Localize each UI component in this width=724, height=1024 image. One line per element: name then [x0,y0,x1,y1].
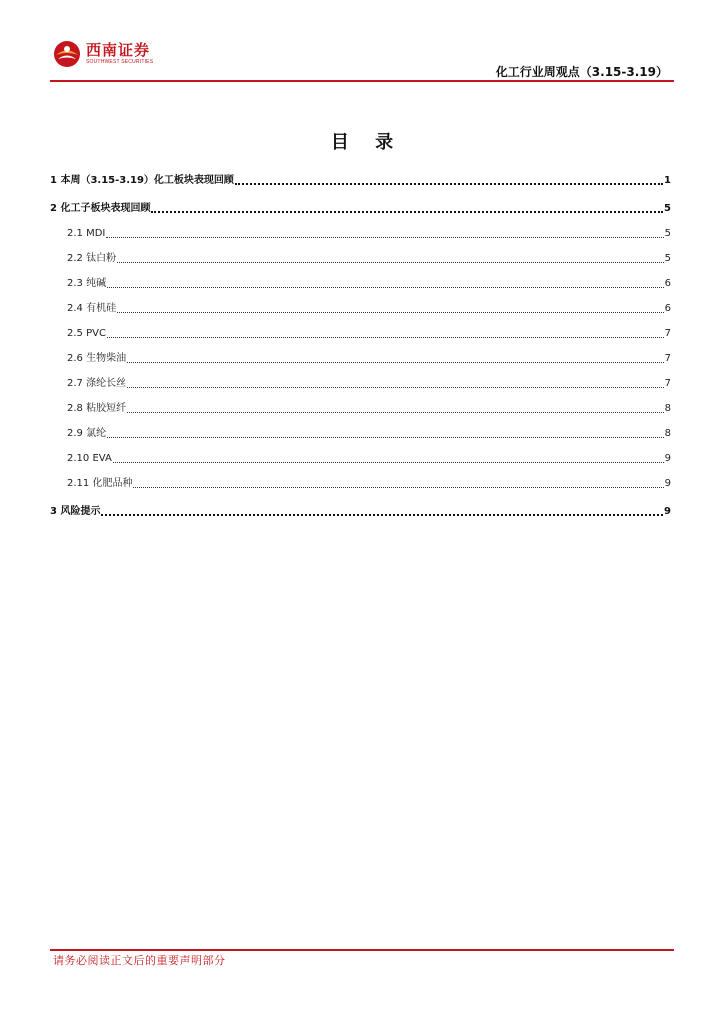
header-divider [50,80,674,82]
toc-entry-page: 9 [664,506,671,517]
toc-entry[interactable] [50,499,671,519]
toc-subentry[interactable] [50,421,671,441]
toc-entry[interactable] [50,168,671,188]
toc-leader-dots [127,412,664,413]
footer-divider [50,949,674,951]
toc-entry-label: 2.4 有机硅 [67,303,117,314]
toc-entry-page: 7 [664,353,671,364]
toc-entry-page: 8 [664,428,671,439]
toc-subentry[interactable] [50,296,671,316]
toc-entry-label: 1 本周（3.15-3.19）化工板块表现回顾 [50,175,234,186]
logo-chinese-name: 西南证券 [86,41,151,59]
toc-entry-label: 2.1 MDI [67,228,106,239]
toc-leader-dots [117,312,664,313]
toc-leader-dots [133,487,663,488]
toc-entry-label: 2.6 生物柴油 [67,353,127,364]
page-header [50,38,674,82]
toc-entry-page: 5 [664,253,671,264]
toc-leader-dots [127,362,664,363]
toc-subentry[interactable] [50,346,671,366]
toc-entry-label: 3 风险提示 [50,506,101,517]
toc-subentry[interactable] [50,371,671,391]
toc-leader-dots [107,287,664,288]
report-title: 化工行业周观点（3.15-3.19） [495,65,668,79]
toc-subentry[interactable] [50,446,671,466]
toc-leader-dots [117,262,664,263]
toc-entry-label: 2 化工子板块表现回顾 [50,203,151,214]
toc-leader-dots [127,387,664,388]
toc-heading: 目 录 [330,132,404,153]
toc-leader-dots [235,183,663,185]
toc-entry-page: 1 [664,175,671,186]
toc-subentry[interactable] [50,471,671,491]
toc-entry-label: 2.9 氯纶 [67,428,107,439]
toc-leader-dots [101,514,663,516]
toc-entry-page: 9 [664,453,671,464]
toc-entry-page: 8 [664,403,671,414]
toc-entry-page: 5 [664,228,671,239]
toc-leader-dots [106,237,663,238]
toc-entry-label: 2.11 化肥品种 [67,478,133,489]
logo-emblem-icon [53,40,81,68]
toc-leader-dots [107,337,664,338]
toc-entry-page: 7 [664,378,671,389]
toc-entry-label: 2.7 涤纶长丝 [67,378,127,389]
logo-english-name: SOUTHWEST SECURITIES [86,59,154,65]
toc-subentry[interactable] [50,271,671,291]
toc-entry-label: 2.3 纯碱 [67,278,107,289]
toc-entry[interactable] [50,196,671,216]
toc-entry-label: 2.8 粘胶短纤 [67,403,127,414]
toc-subentry[interactable] [50,396,671,416]
toc-entry-page: 7 [664,328,671,339]
toc-subentry[interactable] [50,221,671,241]
toc-subentry[interactable] [50,246,671,266]
toc-leader-dots [151,211,663,213]
toc-entry-label: 2.2 钛白粉 [67,253,117,264]
toc-entry-label: 2.5 PVC [67,328,106,339]
toc-entry-page: 5 [664,203,671,214]
toc-entry-label: 2.10 EVA [67,453,112,464]
footer-disclaimer: 请务必阅读正文后的重要声明部分 [53,954,226,967]
toc-entry-page: 6 [664,278,671,289]
toc-entry-page: 9 [664,478,671,489]
toc-leader-dots [113,462,664,463]
company-logo [53,40,153,68]
toc-subentry[interactable] [50,321,671,341]
toc-entry-page: 6 [664,303,671,314]
toc-leader-dots [107,437,664,438]
